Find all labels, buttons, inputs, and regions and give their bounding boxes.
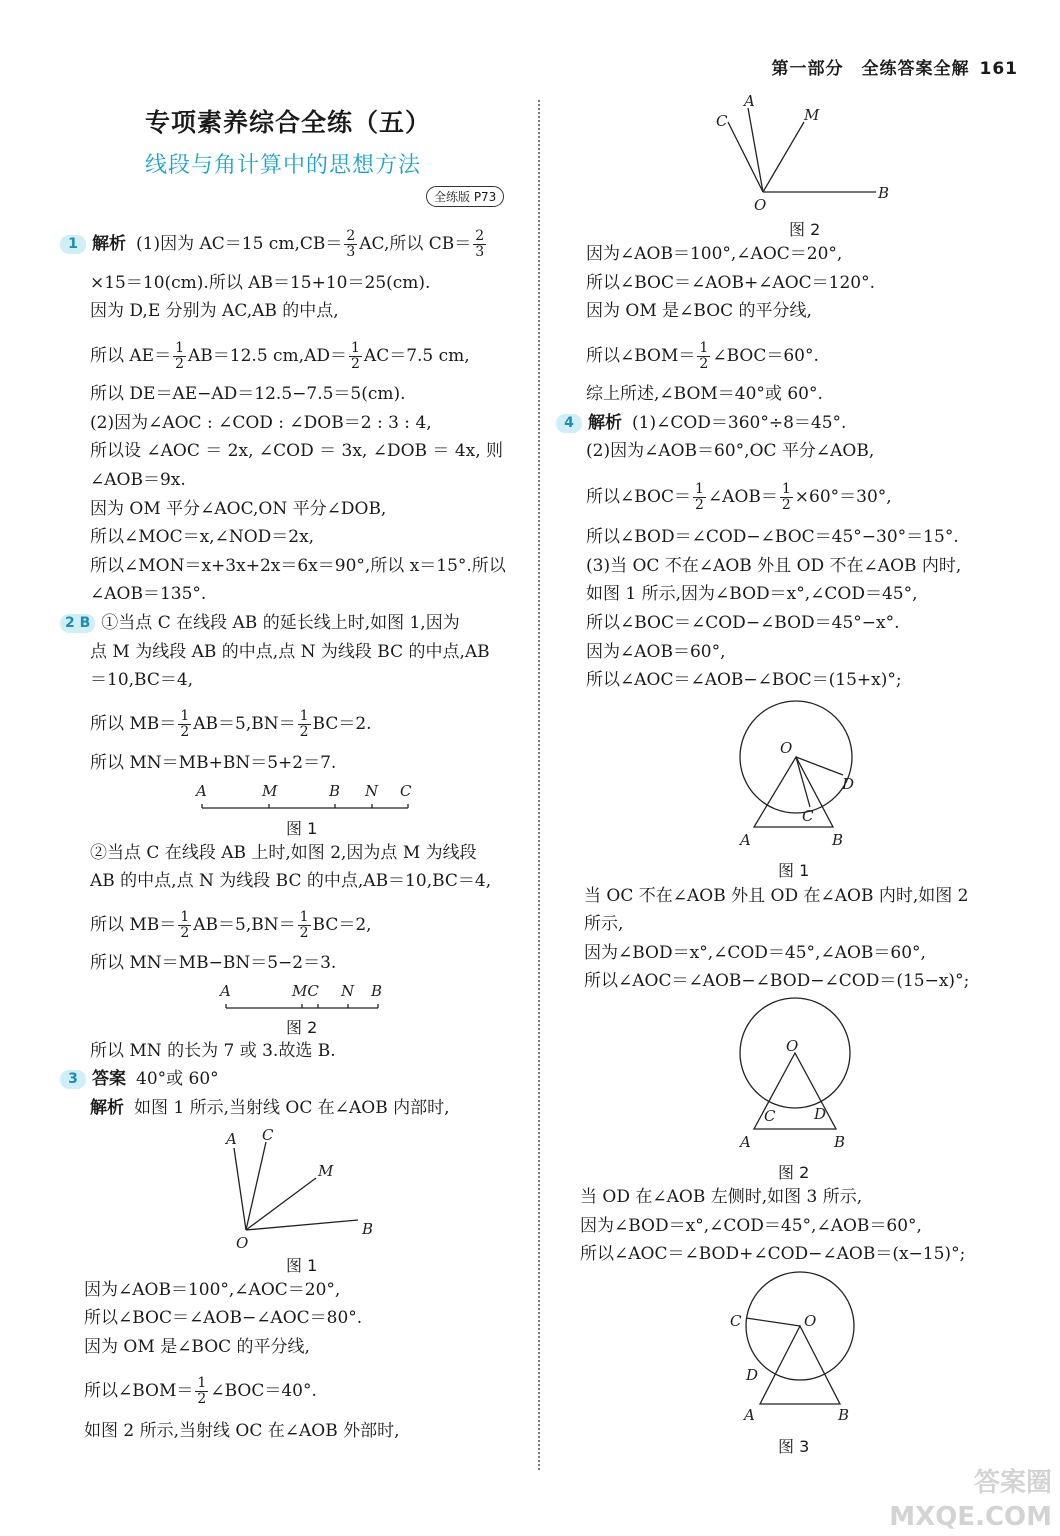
watermark: 答案圈 MXQE.COM xyxy=(889,1468,1052,1532)
q4-line-5: (3)当 OC 不在∠AOB 外且 OD 不在∠AOB 内时, xyxy=(586,556,962,576)
fraction: $\frac{1}{2}$ xyxy=(180,909,190,941)
q3-line-4: 所以∠BOC＝∠AOB−∠AOC＝80°. xyxy=(84,1308,363,1328)
q2-line-3: ＝10,BC＝4, xyxy=(90,670,194,690)
fraction: $\frac{1}{2}$ xyxy=(699,340,709,372)
svg-text:D: D xyxy=(814,1105,827,1123)
q1-line-7: 所以设 ∠AOC ＝ 2x, ∠COD ＝ 3x, ∠DOB ＝ 4x, 则 xyxy=(90,441,504,461)
q4-line-15: 因为∠BOD＝x°,∠COD＝45°,∠AOB＝60°, xyxy=(580,1216,922,1236)
q2-line-2: 点 M 为线段 AB 的中点,点 N 为线段 BC 的中点,AB xyxy=(90,642,490,662)
fraction: $\frac{1}{2}$ xyxy=(299,909,309,941)
q4-circle-figure-3 xyxy=(724,1270,874,1430)
svg-text:C: C xyxy=(802,807,814,825)
q4-fig3-caption: 图 3 xyxy=(778,1437,810,1456)
q1-line-2: ×15＝10(cm).所以 AB＝15+10＝25(cm). xyxy=(90,273,431,293)
q2-line-7: AB 的中点,点 N 为线段 BC 的中点,AB＝10,BC＝4, xyxy=(90,871,492,891)
q1-line-3: 因为 D,E 分别为 AC,AB 的中点, xyxy=(90,301,339,321)
svg-text:M: M xyxy=(318,1162,334,1180)
q3-line-6: 所以∠BOM＝ $\frac{1}{2}$ ∠BOC＝40°. xyxy=(84,1375,317,1407)
q4-line-3: 所以∠BOC＝ $\frac{1}{2}$ ∠AOB＝ $\frac{1}{2}$ ×60°＝30°, xyxy=(586,481,892,513)
q4-line-7: 所以∠BOC＝∠COD−∠BOD＝45°−x°. xyxy=(586,613,900,633)
q2-fig1-caption: 图 1 xyxy=(286,819,318,838)
r-line-2: 所以∠BOC＝∠AOB+∠AOC＝120°. xyxy=(586,273,876,293)
svg-text:B: B xyxy=(362,1220,374,1238)
q4-line-4: 所以∠BOD＝∠COD−∠BOC＝45°−30°＝15°. xyxy=(586,527,959,547)
q2-line-10: 所以 MN 的长为 7 或 3.故选 B. xyxy=(90,1041,336,1061)
fraction: $\frac{1}{2}$ xyxy=(175,340,185,372)
svg-text:A: A xyxy=(740,1133,751,1151)
point-label: N xyxy=(341,982,355,1000)
q4-line-6: 如图 1 所示,因为∠BOD＝x°,∠COD＝45°, xyxy=(586,584,918,604)
q2-line-4: 所以 MB＝ $\frac{1}{2}$ AB＝5,BN＝ $\frac{1}{2}$ BC＝2. xyxy=(90,708,372,740)
fraction: $\frac{2}{3}$ xyxy=(475,228,485,260)
svg-text:C: C xyxy=(262,1126,274,1144)
svg-text:A: A xyxy=(744,1406,755,1424)
q1-line-12: ∠AOB＝135°. xyxy=(90,584,207,604)
point-label: MC xyxy=(292,982,319,1000)
q4-line-14: 当 OD 在∠AOB 左侧时,如图 3 所示, xyxy=(580,1187,863,1207)
svg-text:O: O xyxy=(786,1037,799,1055)
q3-line-7: 如图 2 所示,当射线 OC 在∠AOB 外部时, xyxy=(84,1421,400,1441)
q4-fig2-caption: 图 2 xyxy=(778,1163,810,1182)
q4-number: 4 xyxy=(556,414,582,433)
q3-line-2: 解析 如图 1 所示,当射线 OC 在∠AOB 内部时, xyxy=(90,1098,450,1118)
q3-line-5: 因为 OM 是∠BOC 的平分线, xyxy=(84,1337,310,1357)
fraction: $\frac{1}{2}$ xyxy=(781,481,791,513)
q1-line-6: (2)因为∠AOC : ∠COD : ∠DOB＝2 : 3 : 4, xyxy=(90,413,432,433)
q2-number: 2 B xyxy=(60,614,95,633)
q4-line-9: 所以∠AOC＝∠AOB−∠BOC＝(15+x)°; xyxy=(586,670,902,690)
svg-text:C: C xyxy=(716,112,728,130)
q4-fig1-caption: 图 1 xyxy=(778,861,810,880)
r-line-1: 因为∠AOB＝100°,∠AOC＝20°, xyxy=(586,244,843,264)
point-label: A xyxy=(196,782,207,800)
q4-line-13: 所以∠AOC＝∠AOB−∠BOD−∠COD＝(15−x)°; xyxy=(584,971,970,991)
q1-line-8: ∠AOB＝9x. xyxy=(90,470,186,490)
page-title: 专项素养综合全练（五） xyxy=(145,108,432,137)
svg-text:C: C xyxy=(764,1107,776,1125)
q1-line-1: 1 解析 (1)因为 AC＝15 cm,CB＝ $\frac{2}{3}$ AC,所以 CB＝ $\frac{2}{3}$ xyxy=(60,229,488,260)
point-label: M xyxy=(262,782,278,800)
reference-badge: 全练版 P73 xyxy=(426,186,504,207)
q4-line-12: 因为∠BOD＝x°,∠COD＝45°,∠AOB＝60°, xyxy=(584,943,926,963)
svg-text:O: O xyxy=(804,1312,817,1330)
q3-angle-figure-2 xyxy=(708,92,898,217)
svg-text:A: A xyxy=(744,92,755,110)
running-header xyxy=(772,54,1019,79)
q4-line-11: 所示, xyxy=(584,914,624,934)
page-number: 161 xyxy=(979,59,1018,79)
q2-line-9: 所以 MN＝MB−BN＝5−2＝3. xyxy=(90,953,337,973)
svg-text:B: B xyxy=(838,1406,850,1424)
fraction: $\frac{2}{3}$ xyxy=(346,228,356,260)
q1-line-5: 所以 DE＝AE−AD＝12.5−7.5＝5(cm). xyxy=(90,384,406,404)
fraction: $\frac{1}{2}$ xyxy=(197,1375,207,1407)
q1-line-4: 所以 AE＝ $\frac{1}{2}$ AB＝12.5 cm,AD＝ $\frac{1}{2}$ AC＝7.5 cm, xyxy=(90,340,470,372)
svg-text:B: B xyxy=(878,184,890,202)
point-label: C xyxy=(400,782,412,800)
svg-text:M: M xyxy=(804,106,820,124)
q3-number: 3 xyxy=(60,1070,86,1089)
svg-text:D: D xyxy=(746,1366,759,1384)
q1-line-9: 因为 OM 平分∠AOC,ON 平分∠DOB, xyxy=(90,499,387,519)
q3-label: 答案 xyxy=(92,1069,126,1089)
q1-number: 1 xyxy=(60,235,86,254)
header-section: 第一部分 全练答案全解 xyxy=(771,59,970,79)
q3-fig1-caption: 图 1 xyxy=(286,1256,318,1275)
svg-text:C: C xyxy=(730,1312,742,1330)
q3-fig2-caption: 图 2 xyxy=(789,220,821,239)
q4-line-8: 因为∠AOB＝60°, xyxy=(586,642,726,662)
q2-segment-figure-1 xyxy=(190,778,420,818)
fraction: $\frac{1}{2}$ xyxy=(351,340,360,372)
q1-line-10: 所以∠MOC＝x,∠NOD＝2x, xyxy=(90,527,315,547)
q3-answer: 40°或 60° xyxy=(136,1069,219,1089)
r-line-3: 因为 OM 是∠BOC 的平分线, xyxy=(586,301,812,321)
q3-angle-figure-1 xyxy=(218,1120,388,1260)
q2-line-6: ②当点 C 在线段 AB 上时,如图 2,因为点 M 为线段 xyxy=(90,843,477,863)
svg-text:D: D xyxy=(842,775,855,793)
q4-line-16: 所以∠AOC＝∠BOD+∠COD−∠AOB＝(x−15)°; xyxy=(580,1244,966,1264)
q1-line-11: 所以∠MON＝x+3x+2x＝6x＝90°,所以 x＝15°.所以 xyxy=(90,556,506,576)
q1-label: 解析 xyxy=(92,234,126,254)
svg-text:B: B xyxy=(832,831,844,849)
q3-line-3: 因为∠AOB＝100°,∠AOC＝20°, xyxy=(84,1280,341,1300)
point-label: B xyxy=(329,782,341,800)
svg-text:A: A xyxy=(740,831,751,849)
fraction: $\frac{1}{2}$ xyxy=(695,481,704,513)
q2-line-8: 所以 MB＝ $\frac{1}{2}$ AB＝5,BN＝ $\frac{1}{2}$ BC＝2, xyxy=(90,909,372,941)
point-label: A xyxy=(220,982,231,1000)
svg-text:B: B xyxy=(834,1133,846,1151)
column-divider xyxy=(538,100,540,1470)
q3-line-1 xyxy=(60,1068,219,1090)
r-line-5: 综上所述,∠BOM＝40°或 60°. xyxy=(586,384,823,404)
page-subtitle: 线段与角计算中的思想方法 xyxy=(145,153,422,178)
svg-text:O: O xyxy=(236,1234,249,1252)
point-label: N xyxy=(365,782,379,800)
point-label: B xyxy=(371,982,383,1000)
q4-line-2: (2)因为∠AOB＝60°,OC 平分∠AOB, xyxy=(586,441,875,461)
q2-line-5: 所以 MN＝MB+BN＝5+2＝7. xyxy=(90,753,337,773)
r-line-4: 所以∠BOM＝ $\frac{1}{2}$ ∠BOC＝60°. xyxy=(586,340,819,372)
q2-fig2-caption: 图 2 xyxy=(286,1018,318,1037)
q4-line-1: 4 解析 (1)∠COD＝360°÷8＝45°. xyxy=(556,412,846,434)
q4-circle-figure-1 xyxy=(728,693,868,858)
q4-circle-figure-2 xyxy=(728,995,868,1155)
q2-segment-figure-2 xyxy=(214,978,394,1018)
q2-line-1: 2 B ①当点 C 在线段 AB 的延长线上时,如图 1,因为 xyxy=(60,612,460,634)
q4-label: 解析 xyxy=(588,413,622,433)
fraction: $\frac{1}{2}$ xyxy=(299,708,309,740)
svg-text:O: O xyxy=(754,196,767,214)
svg-text:O: O xyxy=(780,739,793,757)
q4-line-10: 当 OC 不在∠AOB 外且 OD 在∠AOB 内时,如图 2 xyxy=(584,886,969,906)
svg-text:A: A xyxy=(226,1130,237,1148)
fraction: $\frac{1}{2}$ xyxy=(180,708,190,740)
